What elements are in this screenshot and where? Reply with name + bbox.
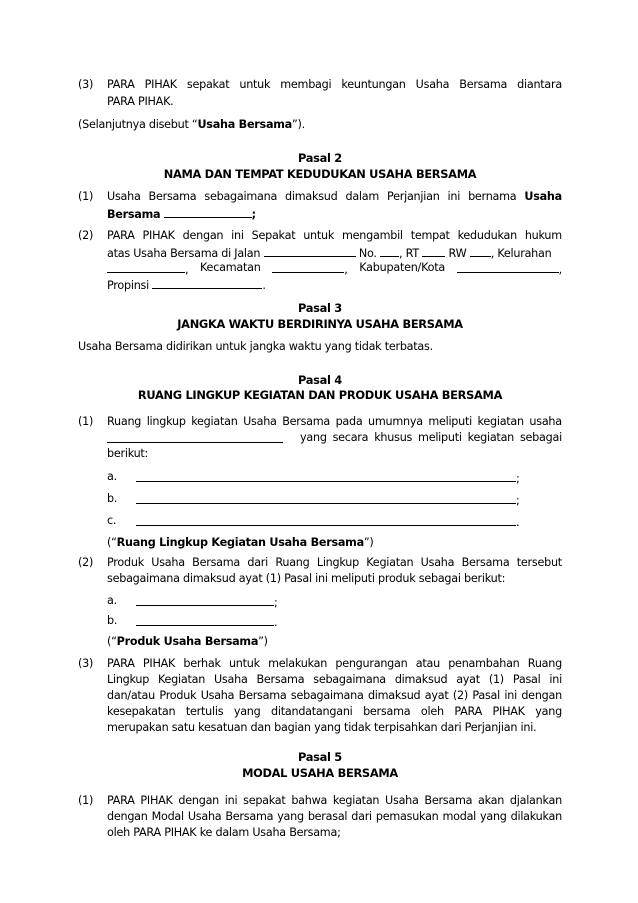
word: bahwa [291,794,328,807]
blank-field [136,594,274,606]
word: tertulis [185,705,224,718]
word: secara [332,431,369,444]
word: Sepakat [251,229,296,242]
item-label: c. [107,514,117,527]
word: modal [442,810,477,823]
address-label: No. [358,247,377,260]
word: Usaha [385,794,419,807]
item-end: ; [274,596,278,609]
item-end: ; [516,494,520,507]
word: dengan [182,229,224,242]
clause-line [107,415,562,429]
word: kedudukan [457,229,517,242]
word: kegiatan [191,415,238,428]
terminator: ; [251,208,256,221]
word: yang [479,810,507,823]
word: bersama [363,705,411,718]
word: Usaha [420,556,455,569]
word: Bersama [282,415,331,428]
word: Bersama [459,78,508,91]
word: ayat [424,689,449,702]
word: Bersama [225,810,274,823]
blank-field [136,614,274,626]
item-end: . [274,616,278,629]
blank-field [107,431,283,443]
address-label: . [262,279,266,292]
clause-number: (1) [78,794,94,807]
clause-number: (3) [78,657,94,670]
word: Usaha [187,810,222,823]
word: Usaha [200,689,235,702]
blank-field [107,261,185,273]
word: untuk [239,78,271,91]
item-label: a. [107,594,117,607]
item-line [136,594,278,610]
blank-field [272,261,344,273]
clause-line [107,657,562,671]
word: dimaksud [394,673,448,686]
definition-prefix: (“ [107,635,117,648]
clause-line [107,261,562,277]
word: Usaha [213,673,248,686]
word: atau [415,657,440,670]
word: dan/atau [107,689,156,702]
item-line [136,470,520,486]
word: usaha [529,415,562,428]
word: PIHAK [140,794,173,807]
word: dilakukan [510,810,562,823]
word: dari [351,810,372,823]
article-heading: NAMA DAN TEMPAT KEDUDUKAN USAHA BERSAMA [163,167,477,181]
word: mengambil [342,229,403,242]
blank-field [457,261,559,273]
word: sebagai [519,431,562,444]
defined-term: Ruang Lingkup Kegiatan Usaha Bersama [116,536,364,549]
item-label: b. [107,614,118,627]
definition-line [107,635,268,649]
address-label: , [185,263,189,276]
clause-number: (1) [78,190,94,203]
word: umumnya [368,415,423,428]
word: ayat [456,673,480,686]
article-title: Pasal 4 [298,373,342,387]
clause-line [107,794,562,808]
word: tersebut [516,556,562,569]
word: PIHAK [144,78,177,91]
word: hukum [524,229,562,242]
word: sebagaimana [313,673,386,686]
clause-line [107,206,256,222]
word: Usaha [415,78,450,91]
word: Lingkup [107,673,150,686]
blank-field [164,206,252,218]
word: ditandatangani [271,705,353,718]
word: PIHAK [492,705,525,718]
word: (1) [488,673,504,686]
word: PARA [107,657,135,670]
address-label: , [558,263,562,276]
clause-line: merupakan satu kesatuan dan bagian yang tidak terpisahkan dari Perjanjian ini. [107,721,537,734]
word: PARA [107,78,135,91]
article-title: Pasal 2 [298,151,342,165]
word: membagi [280,78,332,91]
word: PARA [107,794,135,807]
word: dalam [345,190,380,203]
word: untuk [228,657,260,670]
clause-number: (2) [78,556,94,569]
defined-term: Usaha Bersama [197,118,292,131]
blank-field [422,245,445,257]
word: dimaksud [285,190,338,203]
clause-words [300,431,562,445]
word: djalankan [509,794,562,807]
word: Usaha [243,415,277,428]
word: Lingkup [316,556,359,569]
word: sepakat [243,794,286,807]
clause-line [107,245,551,261]
word: Usaha [107,190,141,203]
clause-line: oleh PARA PIHAK ke dalam Usaha Bersama; [107,826,341,839]
word: yang [233,705,261,718]
word: ini [447,190,461,203]
word: PARA [107,229,135,242]
clause-line [107,689,562,703]
clause-line: sebagaimana dimaksud ayat (1) Pasal ini meliputi produk sebagai berikut: [107,572,506,585]
word: ini [231,229,244,242]
word: (2) [452,689,468,702]
word: Kegiatan [366,556,414,569]
definition-prefix: (Selanjutnya disebut “ [78,118,198,131]
word: Ruang [527,657,562,670]
word: Bersama [424,794,473,807]
word: ini [224,794,238,807]
word: yang [300,431,327,444]
definition-prefix: (“ [107,536,117,549]
word: yang [277,810,304,823]
clause-line [107,673,562,687]
word: meliputi [418,431,462,444]
definition-suffix: ”). [291,118,305,131]
address-label: RW [448,247,467,260]
word: Bersama [238,689,287,702]
word: dari [247,556,269,569]
name-label: Bersama [107,208,161,221]
word: PARA [454,705,482,718]
word: melakukan [268,657,328,670]
word: untuk [303,229,335,242]
item-end: . [516,516,520,529]
clause-number: (3) [78,78,94,91]
word: dengan [178,794,220,807]
defined-term: Produk Usaha Bersama [116,635,259,648]
word: pengurangan [335,657,408,670]
word: Bersama [256,673,305,686]
article-title: Pasal 3 [298,301,342,315]
clause-line: PARA PIHAK. [107,95,174,108]
clause-number: (2) [78,229,94,242]
address-label: atas Usaha Bersama di Jalan [107,247,261,260]
word: oleh [420,705,444,718]
definition-suffix: ”) [258,635,268,648]
word: Produk [107,556,144,569]
word: PIHAK [142,657,176,670]
word: Bersama [461,556,510,569]
address-label: Kabupaten/Kota [359,261,445,274]
word: meliputi [428,415,472,428]
clause-number: (1) [78,415,94,428]
blank-field [136,470,516,482]
word: berhak [183,657,221,670]
definition-suffix: ”) [363,536,374,549]
clause-line [107,78,562,92]
address-label: Kecamatan [200,261,261,274]
word: Produk [159,689,197,702]
word: dimaksud [367,689,421,702]
word: kegiatan [332,794,380,807]
word: Bersama [192,556,241,569]
word: Perjanjian [387,190,440,203]
article-title: Pasal 5 [298,750,342,764]
item-line [136,514,519,530]
word: lingkup [146,415,186,428]
blank-field [136,492,516,504]
clause-line [107,431,562,445]
blank-field [380,245,399,257]
address-label: , RT [399,247,419,260]
word: pemasukan [375,810,439,823]
word: Usaha [151,556,185,569]
word: bernama [468,190,517,203]
item-end: ; [516,472,520,485]
name-label: Usaha [524,190,562,203]
word: dengan [521,689,562,702]
word: sepakat [186,78,230,91]
word: Kegiatan [158,673,206,686]
word: sebagaimana [204,190,278,203]
word: dengan [107,810,148,823]
item-label: b. [107,492,118,505]
word: Bersama [148,190,197,203]
word: pada [335,415,363,428]
blank-field [470,245,491,257]
article-heading: RUANG LINGKUP KEGIATAN DAN PRODUK USAHA BERSAMA [137,388,503,402]
word: akan [478,794,505,807]
word: Ruang [275,556,310,569]
definition-line [78,118,305,132]
word: kesepakatan [107,705,176,718]
word: khusus [374,431,413,444]
item-line [136,614,277,630]
article-heading: MODAL USAHA BERSAMA [242,766,398,780]
word: PIHAK [142,229,175,242]
item-label: a. [107,470,117,483]
blank-field [264,245,356,257]
clause-line [107,556,562,570]
clause-line [107,190,562,204]
word: Pasal [472,689,501,702]
blank-field [136,514,516,526]
definition-line [107,536,374,550]
word: Modal [151,810,184,823]
word: ini [504,689,517,702]
word: Ruang [107,415,142,428]
word: kegiatan [477,415,524,428]
clause-line [107,810,562,824]
article-text: Usaha Bersama didirikan untuk jangka waktu yang tidak terbatas. [78,340,433,353]
clause-line [107,229,562,243]
blank-field [152,277,262,289]
address-label: , Kelurahan [490,247,552,260]
clause-line: berikut: [107,447,149,460]
item-line [136,492,520,508]
word: keuntungan [341,78,406,91]
word: tempat [410,229,450,242]
word: penambahan [448,657,520,670]
word: kegiatan [467,431,515,444]
article-heading: JANGKA WAKTU BERDIRINYA USAHA BERSAMA [177,317,463,331]
word: Pasal [512,673,541,686]
address-label: , [344,263,348,276]
word: yang [535,705,562,718]
address-label: Propinsi [107,279,149,292]
clause-line [107,705,562,719]
word: diantara [517,78,562,91]
clause-line [107,277,266,293]
word: sebagaimana [290,689,364,702]
word: berasal [307,810,348,823]
word: ini [549,673,562,686]
